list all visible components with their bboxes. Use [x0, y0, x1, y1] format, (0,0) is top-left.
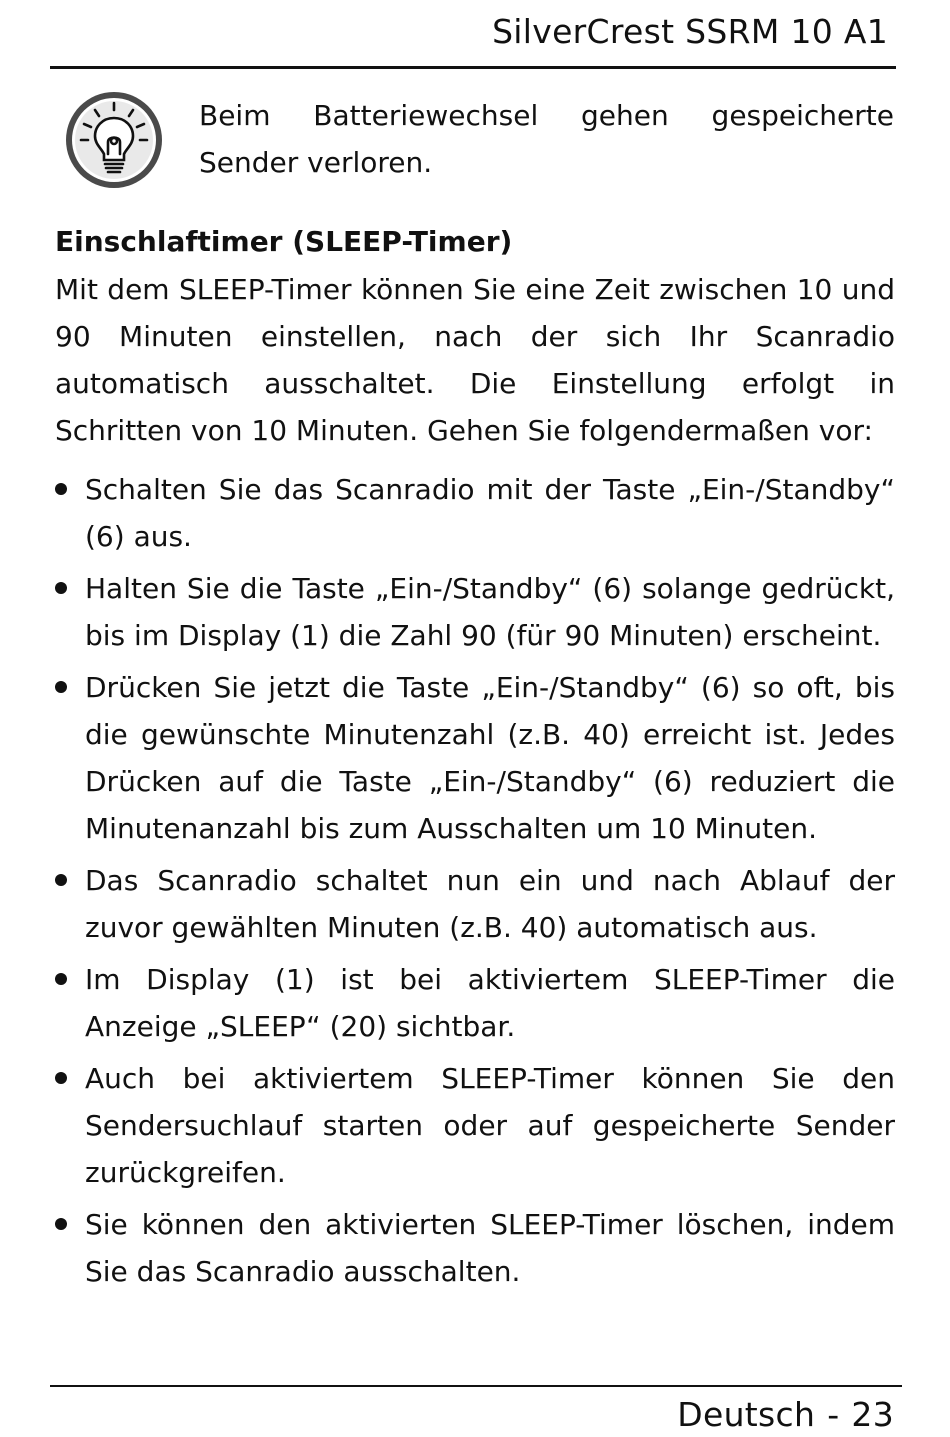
header-divider: [50, 66, 896, 69]
list-item: Sie können den aktivierten SLEEP-Timer löschen, indem Sie das Scanradio ausschalten.: [55, 1201, 895, 1295]
note-box: [62, 88, 894, 188]
lightbulb-icon: [62, 88, 166, 192]
bullet-icon: [55, 1218, 67, 1230]
list-item: Im Display (1) ist bei aktiviertem SLEEP-Timer die Anzeige „SLEEP“ (20) sichtbar.: [55, 956, 895, 1050]
bullet-icon: [55, 582, 67, 594]
list-item: Das Scanradio schaltet nun ein und nach Ablauf der zuvor gewählten Minuten (z.B. 40) automatisch aus.: [55, 857, 895, 951]
note-text: Beim Batteriewechsel gehen gespeicherte Sender verloren.: [199, 99, 894, 179]
list-item: Schalten Sie das Scanradio mit der Taste „Ein-/Standby“ (6) aus.: [55, 466, 895, 560]
bullet-icon: [55, 681, 67, 693]
instruction-list: [55, 466, 895, 1300]
page-number: 23: [851, 1395, 894, 1434]
list-item: Halten Sie die Taste „Ein-/Standby“ (6) solange gedrückt, bis im Display (1) die Zahl 90 (für 90 Minuten) erscheint.: [55, 565, 895, 659]
document-title: SilverCrest SSRM 10 A1: [492, 12, 888, 51]
footer-language: Deutsch: [677, 1395, 816, 1434]
section-intro: Mit dem SLEEP-Timer können Sie eine Zeit zwischen 10 und 90 Minuten einstellen, nach der sich Ihr Scanradio automatisch ausschaltet. Die Einstellung erfolgt in Schritten von 10 Minuten. Gehen Sie folgendermaßen vor:: [55, 273, 895, 447]
list-item: Auch bei aktiviertem SLEEP-Timer können Sie den Sendersuchlauf starten oder auf gespeicherte Sender zurückgreifen.: [55, 1055, 895, 1196]
bullet-icon: [55, 1072, 67, 1084]
bullet-icon: [55, 874, 67, 886]
list-item: Drücken Sie jetzt die Taste „Ein-/Standby“ (6) so oft, bis die gewünschte Minutenzahl (z.B. 40) erreicht ist. Jedes Drücken auf die Taste „Ein-/Standby“ (6) reduziert die Minutenanzahl bis zum Ausschalten um 10 Minuten.: [55, 664, 895, 852]
footer-separator: -: [827, 1395, 840, 1434]
footer-divider: [50, 1385, 902, 1387]
page-footer: [677, 1393, 894, 1437]
section-heading: Einschlaftimer (SLEEP-Timer): [55, 225, 513, 258]
bullet-icon: [55, 483, 67, 495]
bullet-icon: [55, 973, 67, 985]
